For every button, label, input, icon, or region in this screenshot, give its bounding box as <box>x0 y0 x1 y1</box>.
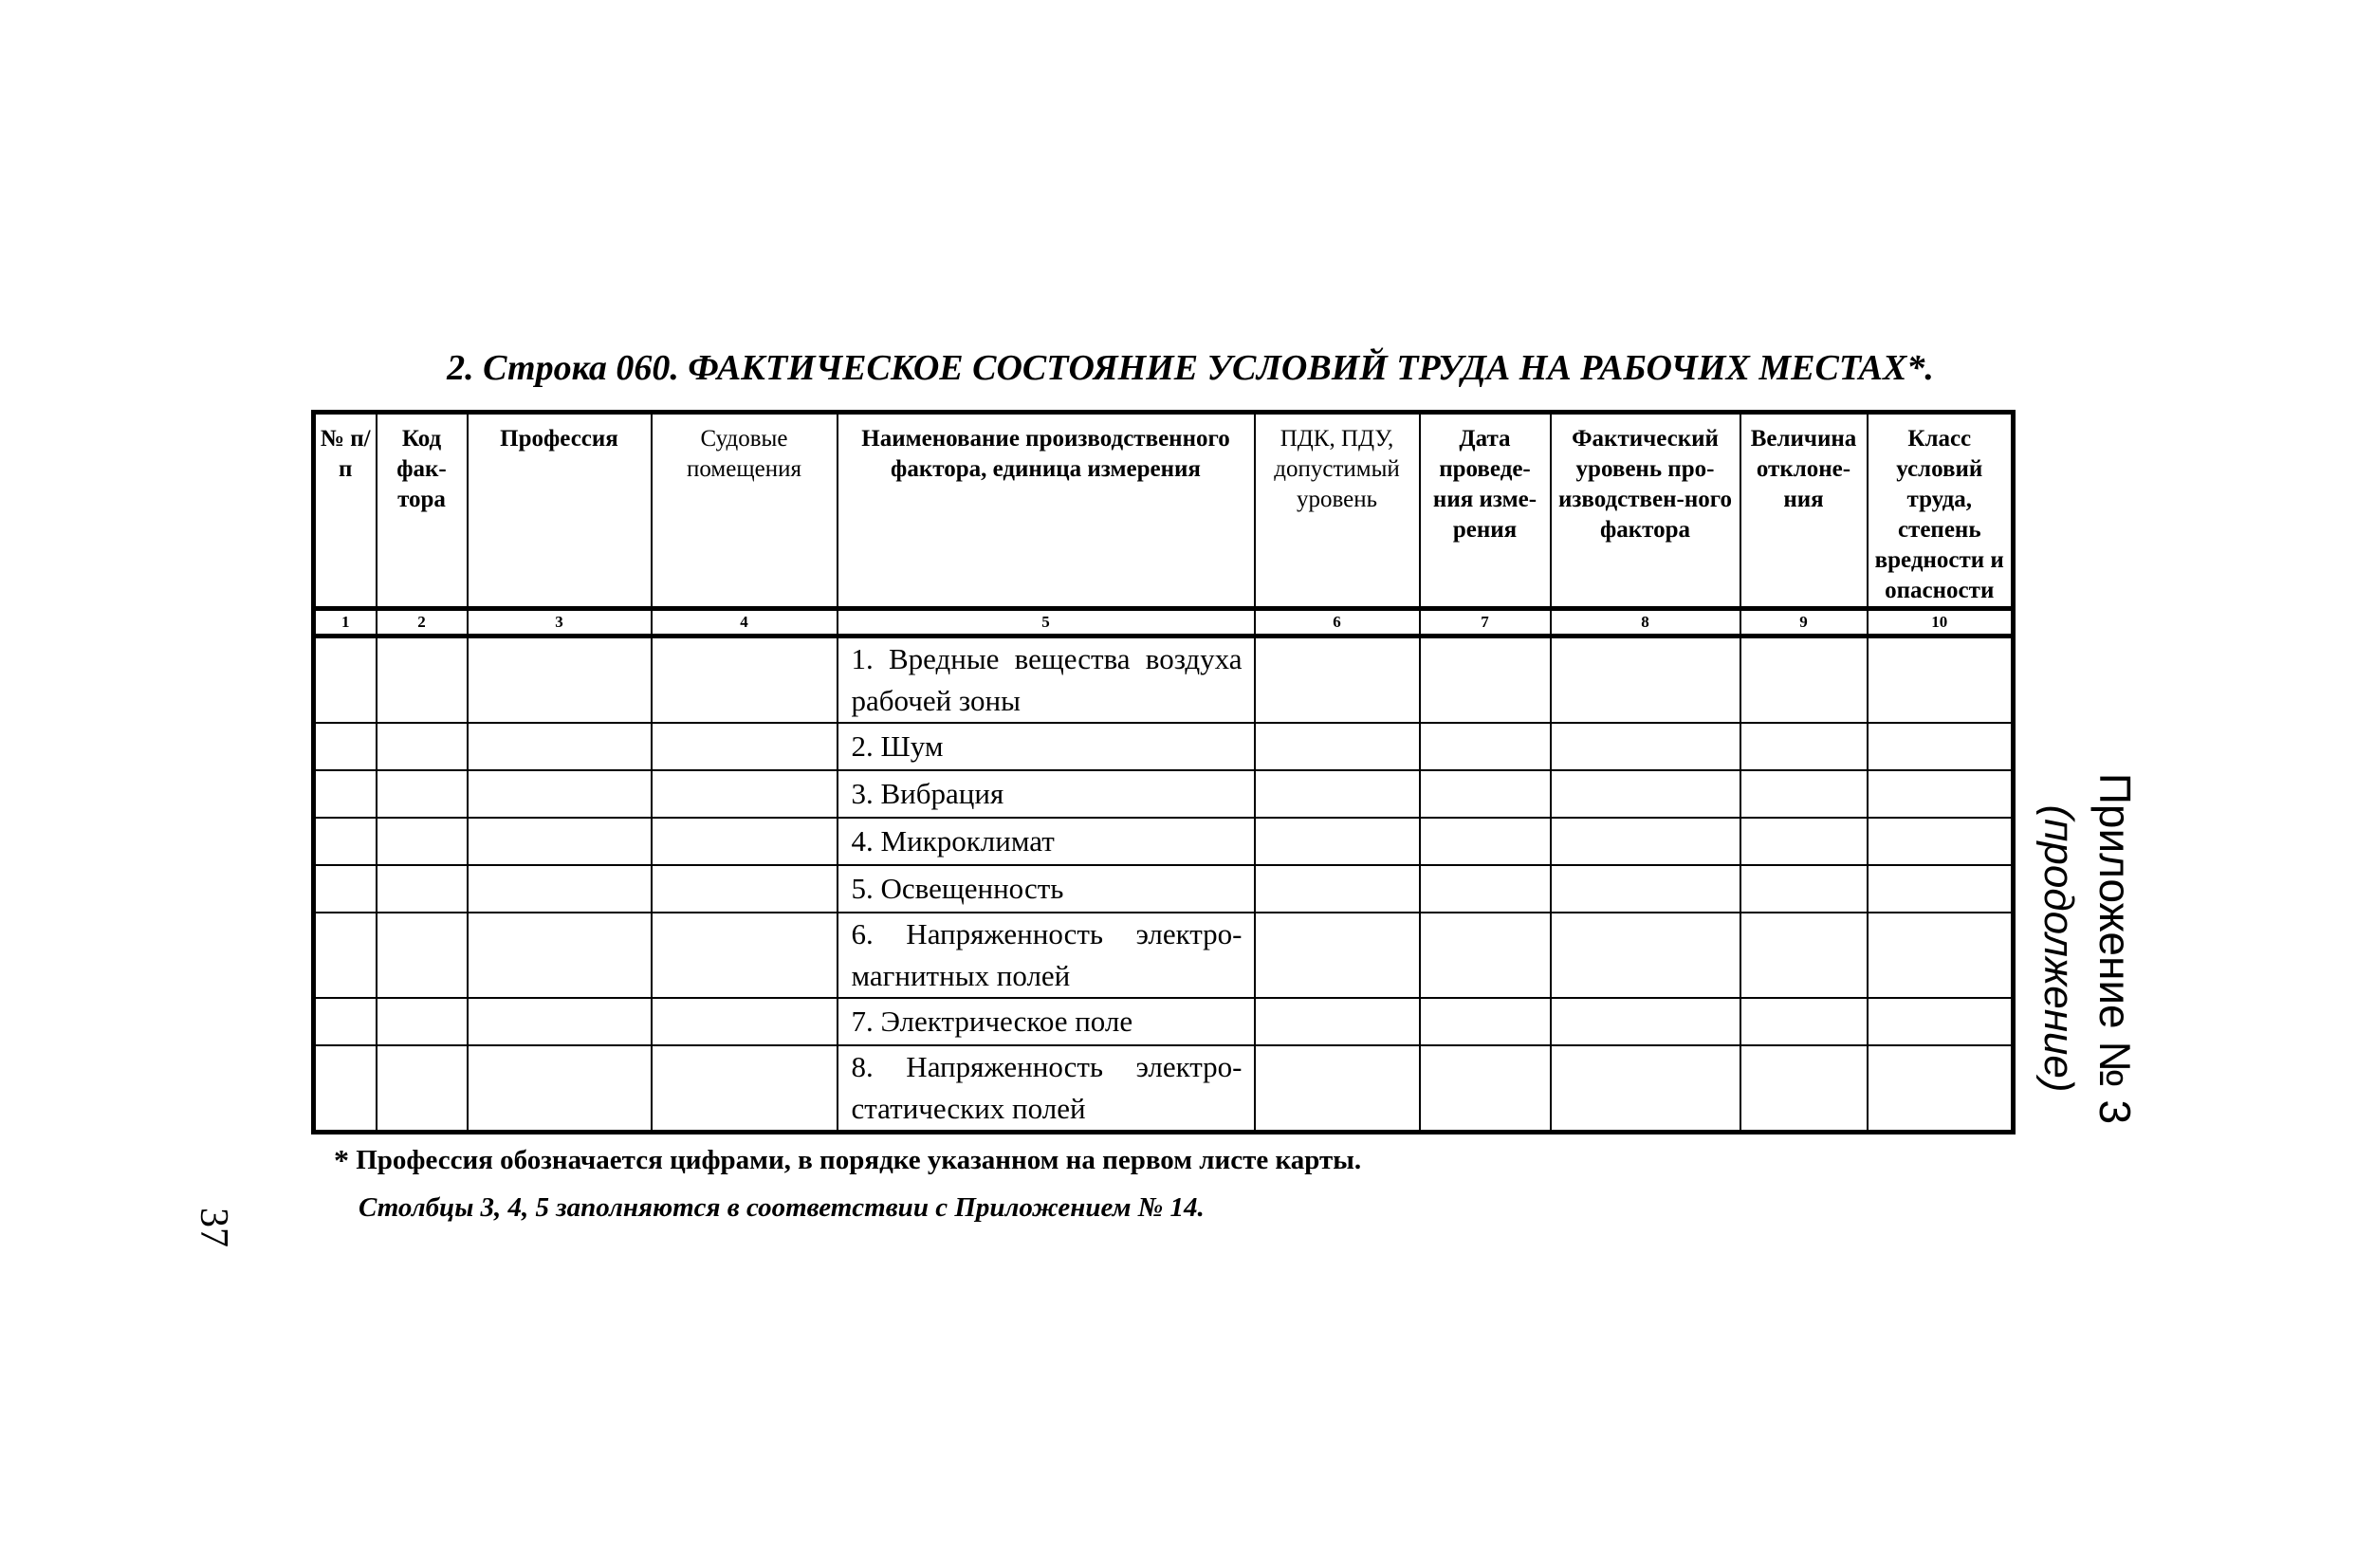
column-number: 9 <box>1740 609 1868 636</box>
factor-cell: 7. Электрическое поле <box>838 998 1255 1045</box>
factor-cell: 5. Освещенность <box>838 865 1255 913</box>
page-number: 37 <box>192 1208 235 1247</box>
appendix-title: Приложение № 3 <box>2090 772 2140 1125</box>
factor-cell: 8. Напряженность электро-статических полей <box>838 1045 1255 1133</box>
header-cell: Код фак-тора <box>377 413 468 609</box>
factor-cell: 2. Шум <box>838 723 1255 770</box>
column-number-row <box>314 609 2014 636</box>
footnote-star: * <box>334 1143 349 1177</box>
footnote-line-1: * Профессия обозначается цифрами, в порядке указанном на первом листе карты. <box>334 1143 1362 1177</box>
factor-cell: 1. Вредные вещества воздуха рабочей зоны <box>838 636 1255 724</box>
column-number: 8 <box>1551 609 1740 636</box>
table-row <box>314 636 2014 724</box>
table-row <box>314 723 2014 770</box>
column-number: 10 <box>1868 609 2014 636</box>
footnote-line-2: Столбцы 3, 4, 5 заполняются в соответствии с Приложением № 14. <box>359 1192 1205 1223</box>
column-number: 6 <box>1255 609 1420 636</box>
header-cell: Величина отклоне-ния <box>1740 413 1868 609</box>
header-cell: ПДК, ПДУ, допустимый уровень <box>1255 413 1420 609</box>
table-row <box>314 770 2014 818</box>
table-row <box>314 818 2014 865</box>
table-row <box>314 998 2014 1045</box>
table-title: 2. Строка 060. ФАКТИЧЕСКОЕ СОСТОЯНИЕ УСЛОВИЙ ТРУДА НА РАБОЧИХ МЕСТАХ*. <box>447 348 1934 388</box>
table-row <box>314 865 2014 913</box>
factor-cell: 3. Вибрация <box>838 770 1255 818</box>
header-cell: № п/п <box>314 413 377 609</box>
table-row <box>314 1045 2014 1133</box>
factor-cell: 4. Микроклимат <box>838 818 1255 865</box>
column-number: 4 <box>652 609 838 636</box>
header-cell: Профессия <box>468 413 652 609</box>
header-cell: Фактический уровень про-изводствен-ного фактора <box>1551 413 1740 609</box>
table-row <box>314 913 2014 998</box>
column-number: 1 <box>314 609 377 636</box>
factor-cell: 6. Напряженность электро-магнитных полей <box>838 913 1255 998</box>
appendix-continued: (продолжение) <box>2035 804 2082 1093</box>
appendix-heading <box>2030 683 2144 1214</box>
column-number: 3 <box>468 609 652 636</box>
header-cell: Класс условий труда, степень вредности и опасности <box>1868 413 2014 609</box>
header-cell: Судовые помещения <box>652 413 838 609</box>
column-number: 2 <box>377 609 468 636</box>
column-number: 7 <box>1420 609 1551 636</box>
footnote <box>334 1136 1361 1231</box>
header-cell: Наименование производственного фактора, единица измерения <box>838 413 1255 609</box>
column-number: 5 <box>838 609 1255 636</box>
header-row <box>314 413 2014 609</box>
working-conditions-table <box>311 410 2016 1134</box>
header-cell: Дата проведе-ния изме-рения <box>1420 413 1551 609</box>
